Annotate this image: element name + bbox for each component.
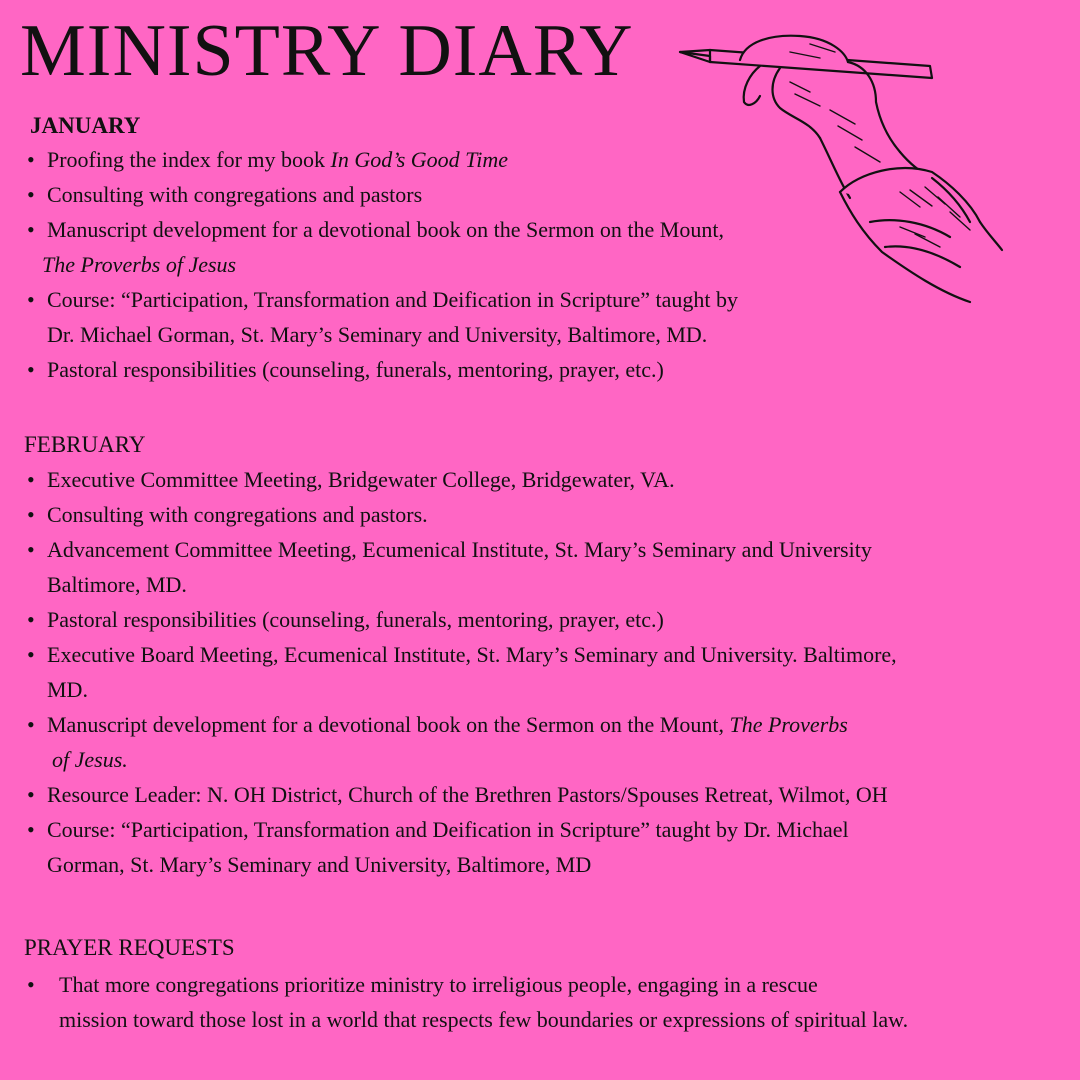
list-item: • Proofing the index for my book In God’s Good Time	[22, 142, 852, 177]
list-item: • Course: “Participation, Transformation and Deification in Scripture” taught by Dr. Michael Gorman, St. Mary’s Seminary and University, Baltimore, MD	[22, 812, 1062, 882]
february-heading: FEBRUARY	[24, 432, 146, 457]
list-item: • Pastoral responsibilities (counseling, funerals, mentoring, prayer, etc.)	[22, 352, 852, 387]
list-item: • Resource Leader: N. OH District, Church of the Brethren Pastors/Spouses Retreat, Wilmot, OH	[22, 777, 1062, 812]
list-item: • Pastoral responsibilities (counseling, funerals, mentoring, prayer, etc.)	[22, 602, 1062, 637]
list-item: • Executive Committee Meeting, Bridgewater College, Bridgewater, VA.	[22, 462, 1062, 497]
list-item: • Advancement Committee Meeting, Ecumenical Institute, St. Mary’s Seminary and University Baltimore, MD.	[22, 532, 1062, 602]
list-item: • Manuscript development for a devotional book on the Sermon on the Mount, The Proverbs of Jesus.	[22, 707, 1062, 777]
list-item: • Consulting with congregations and pastors.	[22, 497, 1062, 532]
list-item: • Consulting with congregations and pastors	[22, 177, 852, 212]
february-list	[22, 462, 1062, 882]
list-item: • Course: “Participation, Transformation and Deification in Scripture” taught by Dr. Michael Gorman, St. Mary’s Seminary and University, Baltimore, MD.	[22, 282, 852, 352]
prayer-heading: PRAYER REQUESTS	[24, 935, 235, 960]
list-item: • Manuscript development for a devotional book on the Sermon on the Mount, The Proverbs of Jesus	[22, 212, 852, 282]
page-title: MINISTRY DIARY	[20, 10, 634, 92]
list-item: • Executive Board Meeting, Ecumenical Institute, St. Mary’s Seminary and University. Baltimore, MD.	[22, 637, 1062, 707]
january-list	[22, 142, 852, 387]
january-heading: JANUARY	[30, 113, 141, 138]
list-item: • That more congregations prioritize ministry to irreligious people, engaging in a rescue mission toward those lost in a world that respects few boundaries or expressions of spiritual law.	[22, 967, 1062, 1037]
prayer-list	[22, 967, 1062, 1037]
